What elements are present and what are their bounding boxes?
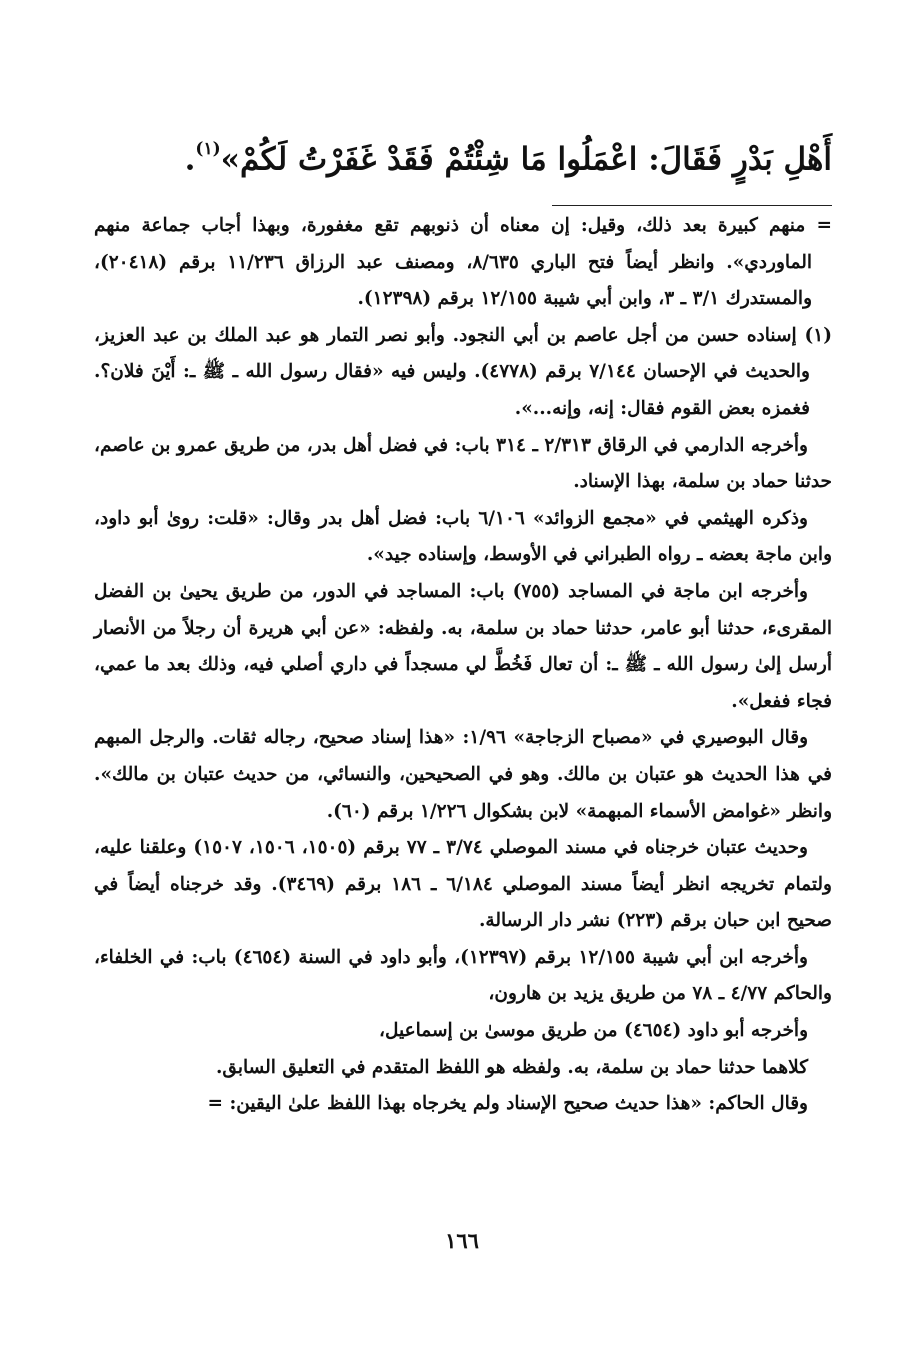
footnote-paragraph: وقال الحاكم: «هذا حديث صحيح الإسناد ولم يخرجاه بهذا اللفظ علىٰ اليقين: = [207, 1093, 808, 1115]
footnote-paragraph: وحديث عتبان خرجناه في مسند الموصلي ٣/٧٤ ـ ٧٧ برقم (١٥٠٥، ١٥٠٦، ١٥٠٧) وعلقنا عليه، ولتمام تخريجه انظر أيضاً مسند الموصلي ٦/١٨٤ ـ ١٨٦ برقم (٣٤٦٩). وقد خرجناه أيضاً في صحيح ابن حبان برقم (٢٢٣) نشر دار الرسالة. [94, 837, 832, 932]
footnotes-section [94, 208, 832, 1123]
hadith-text-line [92, 118, 832, 194]
page-number: ١٦٦ [445, 1228, 479, 1253]
footnote-paragraph: وذكره الهيثمي في «مجمع الزوائد» ٦/١٠٦ باب: فضل أهل بدر وقال: «قلت: روىٰ أبو داود، وابن ماجة بعضه ـ رواه الطبراني في الأوسط، وإسناده جيد». [94, 507, 832, 566]
footnote-paragraph: وأخرجه ابن أبي شيبة ١٢/١٥٥ برقم (١٢٣٩٧)، وأبو داود في السنة (٤٦٥٤) باب: في الخلفاء، والحاكم ٤/٧٧ ـ ٧٨ من طريق يزيد بن هارون، [94, 946, 832, 1005]
footnote-paragraph: وقال البوصيري في «مصباح الزجاجة» ١/٩٦: «هذا إسناد صحيح، رجاله ثقات. والرجل المبهم في هذا الحديث هو عتبان بن مالك. وهو في الصحيحين، والنسائي، من حديث عتبان بن مالك». وانظر «غوامض الأسماء المبهمة» لابن بشكوال ١/٢٢٦ برقم (٦٠). [94, 727, 832, 822]
hadith-text-end: . [184, 141, 196, 178]
footnote-paragraph: وأخرجه ابن ماجة في المساجد (٧٥٥) باب: المساجد في الدور، من طريق يحيىٰ بن الفضل المقرىء، حدثنا أبو عامر، حدثنا حماد بن سلمة، به. ولفظه: «عن أبي هريرة أن رجلاً من الأنصار أرسل إلىٰ رسول الله ـ ﷺ ـ: أن تعال فَخُطَّ لي مسجداً في داري أصلي فيه، وذلك بعد ما عمي، فجاء ففعل». [94, 580, 832, 712]
footnote-continuation: = منهم كبيرة بعد ذلك، وقيل: إن معناه أن ذنوبهم تقع مغفورة، وبهذا أجاب جماعة منهم الماوردي». وانظر أيضاً فتح الباري ٨/٦٣٥، ومصنف عبد الرزاق ١١/٢٣٦ برقم (٢٠٤١٨)، والمستدرك ٣/١ ـ ٣، وابن أبي شيبة ١٢/١٥٥ برقم (١٢٣٩٨). [94, 215, 832, 310]
footnote-paragraph: وأخرجه الدارمي في الرقاق ٢/٣١٣ ـ ٣١٤ باب: في فضل أهل بدر، من طريق عمرو بن عاصم، حدثنا حماد بن سلمة، بهذا الإسناد. [94, 434, 832, 493]
footnote-paragraph: وأخرجه أبو داود (٤٦٥٤) من طريق موسىٰ بن إسماعيل، [379, 1020, 808, 1042]
footnote-1: (١) إسناده حسن من أجل عاصم بن أبي النجود. وأبو نصر التمار هو عبد الملك بن عبد العزيز، والحديث في الإحسان ٧/١٤٤ برقم (٤٧٧٨). وليس فيه «فقال رسول الله ـ ﷺ ـ: أَيْنَ فلان؟. فغمزه بعض القوم فقال: إنه، وإنه...». [94, 324, 832, 419]
footnote-reference: (١) [195, 139, 221, 159]
footnote-paragraph: كلاهما حدثنا حماد بن سلمة، به. ولفظه هو اللفظ المتقدم في التعليق السابق. [215, 1056, 808, 1078]
footnote-separator [552, 205, 832, 206]
hadith-text: أَهْلِ بَدْرٍ فَقَالَ: اعْمَلُوا مَا شِئْتُمْ فَقَدْ غَفَرْتُ لَكُمْ» [220, 141, 832, 178]
